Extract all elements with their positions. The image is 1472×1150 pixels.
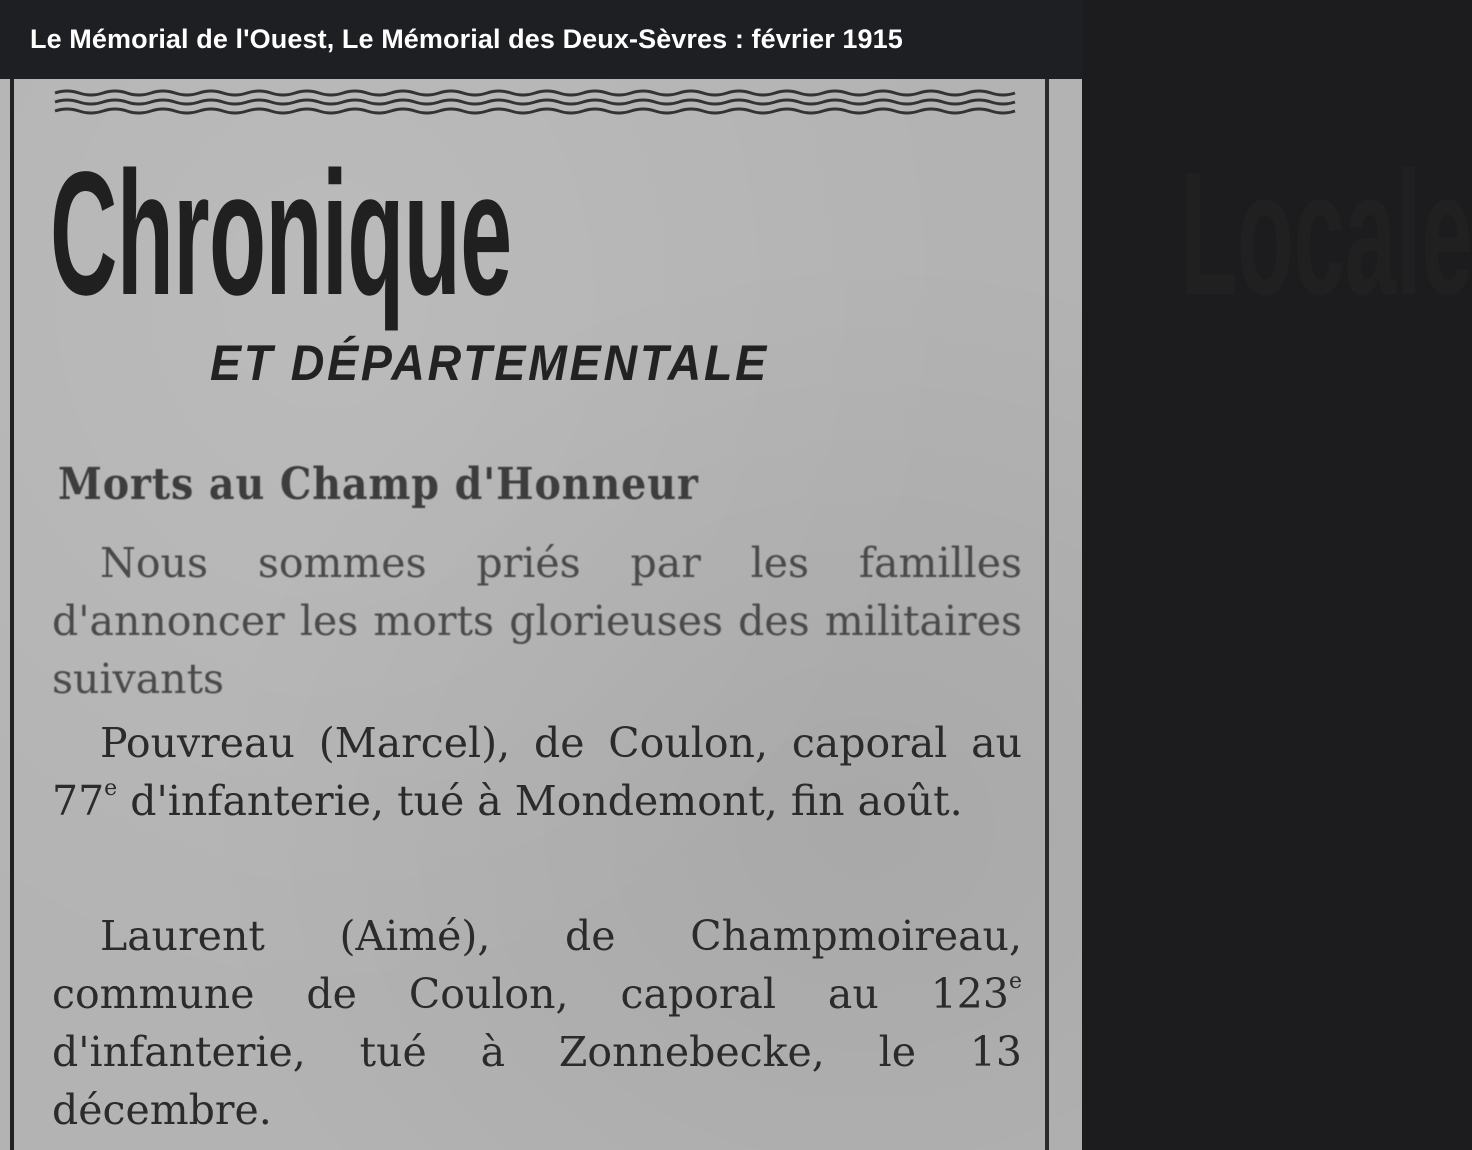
paragraph-intro-text: Nous sommes priés par les familles d'annoncer les morts glorieuses des militaires suivants — [52, 539, 1022, 703]
column-rule-left — [10, 79, 14, 1150]
headline-word-locale: Locale — [1180, 136, 1472, 332]
window-title-bar — [0, 0, 1082, 79]
paragraph-intro — [52, 534, 1022, 708]
newspaper-scan — [0, 79, 1472, 1150]
ordinal-superscript: e — [1008, 969, 1022, 994]
subheadline: ET DÉPARTEMENTALE — [210, 335, 769, 391]
section-title: Morts au Champ d'Honneur — [58, 459, 699, 510]
paragraph-pouvreau — [52, 714, 1022, 830]
decorative-wavy-rule — [55, 87, 1020, 121]
paragraph-laurent — [52, 907, 1022, 1139]
paragraph-pouvreau-text-b: d'infanterie, tué à Mondemont, fin août. — [117, 777, 963, 825]
paragraph-laurent-text-a: Laurent (Aimé), de Champmoireau, commune de Coulon, caporal au 123 — [52, 912, 1022, 1018]
paragraph-pouvreau-text-a: Pouvreau (Marcel), de Coulon, caporal au 77 — [52, 719, 1022, 825]
paragraph-laurent-text-b: d'infanterie, tué à Zonnebecke, le 13 décembre. — [52, 1028, 1022, 1134]
column-rule-right — [1045, 79, 1049, 1150]
headline — [50, 136, 1472, 332]
headline-word-chronique: Chronique — [50, 136, 512, 332]
ordinal-superscript: e — [104, 776, 118, 801]
window-title: Le Mémorial de l'Ouest, Le Mémorial des Deux-Sèvres : février 1915 — [30, 24, 903, 54]
